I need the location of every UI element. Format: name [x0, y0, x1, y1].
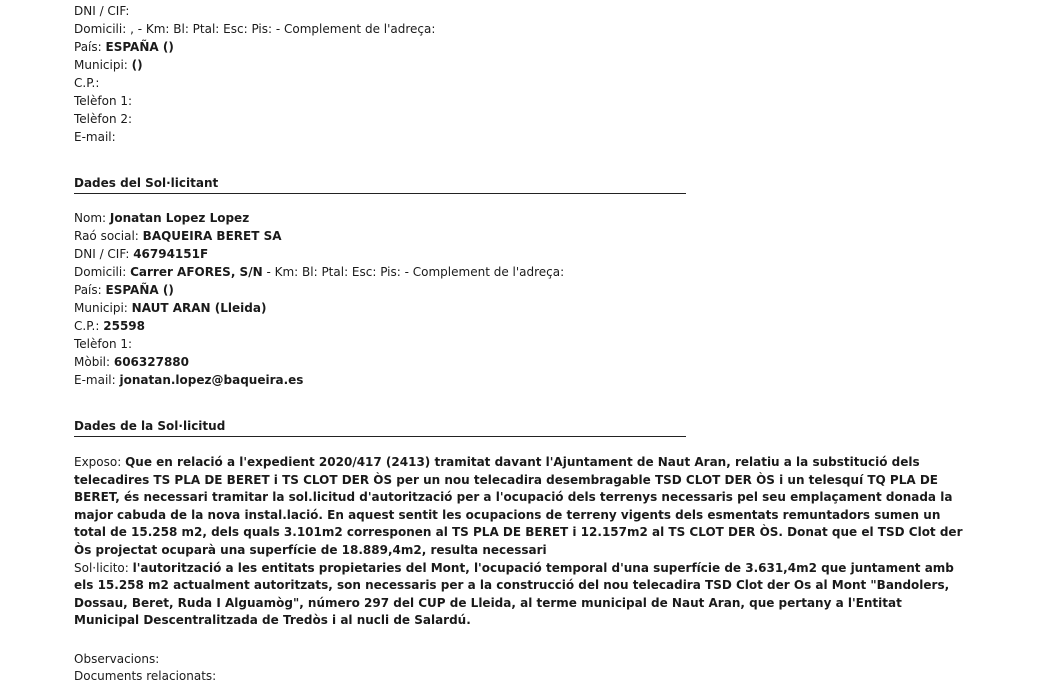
- observacions-line: Observacions:: [74, 652, 160, 666]
- cp-label: C.P.:: [74, 319, 100, 333]
- municipi-line: [74, 299, 564, 317]
- rao-value: BAQUEIRA BERET SA: [142, 229, 282, 243]
- solicito-label: Sol·licito:: [74, 560, 129, 575]
- exposo-label: Exposo:: [74, 455, 122, 469]
- pais-value: ESPAÑA (): [105, 283, 174, 297]
- cp-line: [74, 317, 564, 335]
- mobil-value: 606327880: [113, 355, 190, 369]
- nom-value: Jonatan Lopez Lopez: [109, 211, 250, 225]
- nom-label: Nom:: [74, 211, 107, 225]
- solicitud-section: [74, 418, 686, 437]
- rao-line: [74, 227, 564, 245]
- cp-line: C.P.:: [74, 76, 100, 90]
- municipi-value: (): [131, 58, 143, 72]
- domicili-rest: - Km: Bl: Ptal: Esc: Pis: - Complement de l'adreça:: [266, 265, 565, 279]
- email-line: [74, 371, 564, 389]
- solicitant-section: [74, 175, 686, 194]
- email-line: E-mail:: [74, 130, 116, 144]
- municipi-line: [74, 56, 435, 74]
- dni-value: 46794151F: [133, 247, 209, 261]
- tel1-line: Telèfon 1:: [74, 337, 133, 351]
- solicitant-fields: [74, 209, 564, 389]
- domicili-value: Carrer AFORES, S/N: [130, 265, 263, 279]
- municipi-value: NAUT ARAN (Lleida): [131, 301, 267, 315]
- domicili-label: Domicili:: [74, 265, 127, 279]
- documents-line: Documents relacionats:: [74, 669, 217, 683]
- email-label: E-mail:: [74, 373, 116, 387]
- first-contact-block: [74, 2, 435, 146]
- nom-line: [74, 209, 564, 227]
- pais-label: País:: [74, 283, 102, 297]
- exposo-text: Que en relació a l'expedient 2020/417 (2413) tramitat davant l'Ajuntament de Naut Aran, relatiu a la substitució dels telecadires TS PLA DE BERET i TS CLOT DER ÒS per un nou telecadira desembragable TSD CLOT DER ÒS i un telesquí TQ PLA DE BERET, és necessari tramitar la sol.licitud d'autorització per a l'ocupació dels terrenys necessaris pel seu emplaçament donada la major cabuda de la nova instal.lació. En aquest sentit les ocupacions de terreny vigents dels esmentats remuntadors sumen un total de 15.258 m2, dels quals 3.101m2 corresponen al TS PLA DE BERET i 12.157m2 al TS CLOT DER ÒS. Donat que el TSD Clot der Òs projectat ocuparà una superfície de 18.889,4m2, resulta necessari: [74, 455, 963, 557]
- municipi-label: Municipi:: [74, 58, 128, 72]
- pais-label: País:: [74, 40, 102, 54]
- dni-line: DNI / CIF:: [74, 4, 130, 18]
- mobil-label: Mòbil:: [74, 355, 111, 369]
- rao-label: Raó social:: [74, 229, 139, 243]
- tel1-line: Telèfon 1:: [74, 94, 133, 108]
- dni-label: DNI / CIF:: [74, 247, 130, 261]
- email-value: jonatan.lopez@baqueira.es: [119, 373, 304, 387]
- cp-value: 25598: [103, 319, 145, 333]
- solicito-paragraph: [74, 560, 964, 630]
- solicitant-heading: Dades del Sol·licitant: [74, 175, 686, 194]
- pais-line: [74, 38, 435, 56]
- domicili-line: Domicili: , - Km: Bl: Ptal: Esc: Pis: - Complement de l'adreça:: [74, 22, 436, 36]
- pais-value: ESPAÑA (): [105, 40, 174, 54]
- solicito-text: l'autorització a les entitats propietaries del Mont, l'ocupació temporal d'una superfície de 3.631,4m2 que juntament amb els 15.258 m2 actualment autoritzats, son necessaris per a la construcció del nou telecadira TSD Clot der Os al Mont "Bandolers, Dossau, Beret, Ruda I Alguamòg", número 297 del CUP de Lleida, al terme municipal de Naut Aran, que pertany a l'Entitat Municipal Descentralitzada de Tredòs i al nucli de Salardú.: [74, 560, 954, 628]
- exposo-paragraph: [74, 454, 964, 560]
- solicitud-body: [74, 454, 964, 630]
- solicitud-heading: Dades de la Sol·licitud: [74, 418, 686, 437]
- domicili-line: [74, 263, 564, 281]
- dni-line: [74, 245, 564, 263]
- tel2-line: Telèfon 2:: [74, 112, 133, 126]
- municipi-label: Municipi:: [74, 301, 128, 315]
- mobil-line: [74, 353, 564, 371]
- pais-line: [74, 281, 564, 299]
